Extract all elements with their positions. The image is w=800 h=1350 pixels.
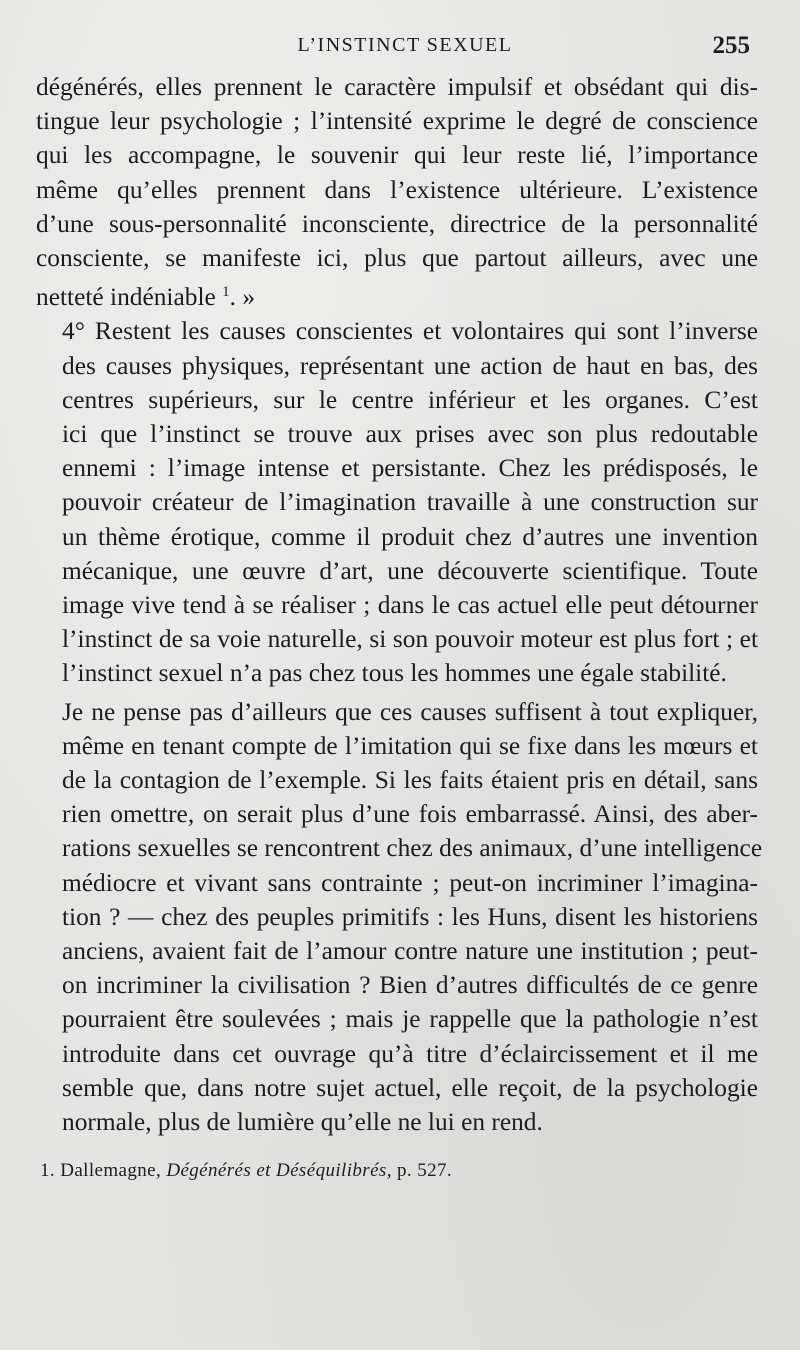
paragraph-2 [36,314,758,690]
text-line: mécanique, une œuvre d’art, une découverte scientifique. Toute [62,556,758,585]
footnote [40,1160,452,1182]
text-line: médiocre et vivant sans contrainte ; peut-on incriminer l’imagina- [62,868,758,897]
paragraph-3 [36,695,763,1140]
footnote-title: Dégénérés et Déséquilibrés, [166,1160,392,1181]
footnote-author: Dallemagne, [60,1160,162,1181]
text-fragment: . » [229,283,256,312]
footnote-reference: 1 [222,284,230,301]
text-line-last: normale, plus de lumière qu’elle ne lui en rend. [62,1108,543,1137]
text-line: pouvoir créateur de l’imagination travaille à une construction sur [62,488,758,517]
text-line: image vive tend à se réaliser ; dans le cas actuel elle peut détourner [62,591,758,620]
text-line: l’instinct de sa voie naturelle, si son pouvoir moteur est plus fort ; et [62,625,758,654]
text-line: Je ne pense pas d’ailleurs que ces causes suffisent à tout expliquer, [62,697,758,726]
text-line: 4° Restent les causes conscientes et volontaires qui sont l’inverse [62,317,758,346]
text-line: de la contagion de l’exemple. Si les faits étaient pris en détail, sans [62,766,758,795]
text-line-last: l’instinct sexuel n’a pas chez tous les hommes une égale stabilité. [62,659,727,688]
footnote-number: 1. [40,1160,56,1181]
text-line: ici que l’instinct se trouve aux prises avec son plus redoutable [62,420,758,449]
text-line: introduite dans cet ouvrage qu’à titre d’éclaircissement et il me [62,1039,758,1068]
text-line-last [36,275,758,314]
text-line: rien omettre, on serait plus d’une fois embarrassé. Ainsi, des aber- [62,800,758,829]
text-line: ennemi : l’image intense et persistante. Chez les prédisposés, le [62,454,758,483]
page-header [30,34,750,64]
footnote-page: p. 527. [397,1160,453,1181]
text-line: d’une sous-personnalité inconsciente, directrice de la personnalité [36,209,758,238]
text-line: rations sexuelles se rencontrent chez des animaux, d’une intelligence [62,834,763,863]
page-number: 255 [712,32,750,59]
text-fragment: netteté indéniable [36,283,216,312]
text-line: tion ? — chez des peuples primitifs : les Huns, disent les historiens [62,902,758,931]
running-title: L’INSTINCT SEXUEL [297,34,513,56]
text-line: tingue leur psychologie ; l’intensité exprime le degré de conscience [36,107,758,136]
text-line: on incriminer la civilisation ? Bien d’autres difficultés de ce genre [62,971,758,1000]
text-line: un thème érotique, comme il produit chez d’autres une invention [62,522,758,551]
text-line: qui les accompagne, le souvenir qui leur reste lié, l’importance [36,141,758,170]
text-line: dégénérés, elles prennent le caractère impulsif et obsédant qui dis- [36,73,758,101]
text-line: même qu’elles prennent dans l’existence ultérieure. L’existence [36,175,758,204]
text-line: semble que, dans notre sujet actuel, elle reçoit, de la psychologie [62,1073,758,1102]
text-line: des causes physiques, représentant une action de haut en bas, des [62,351,758,380]
body-text [36,70,763,1139]
text-line: consciente, se manifeste ici, plus que partout ailleurs, avec une [36,244,758,273]
text-line: anciens, avaient fait de l’amour contre nature une institution ; peut- [62,937,758,966]
paragraph-1 [36,70,758,314]
text-line: centres supérieurs, sur le centre inférieur et les organes. C’est [62,385,758,414]
text-line: pourraient être soulevées ; mais je rappelle que la pathologie n’est [62,1005,758,1034]
text-line: même en tenant compte de l’imitation qui se fixe dans les mœurs et [62,731,758,760]
